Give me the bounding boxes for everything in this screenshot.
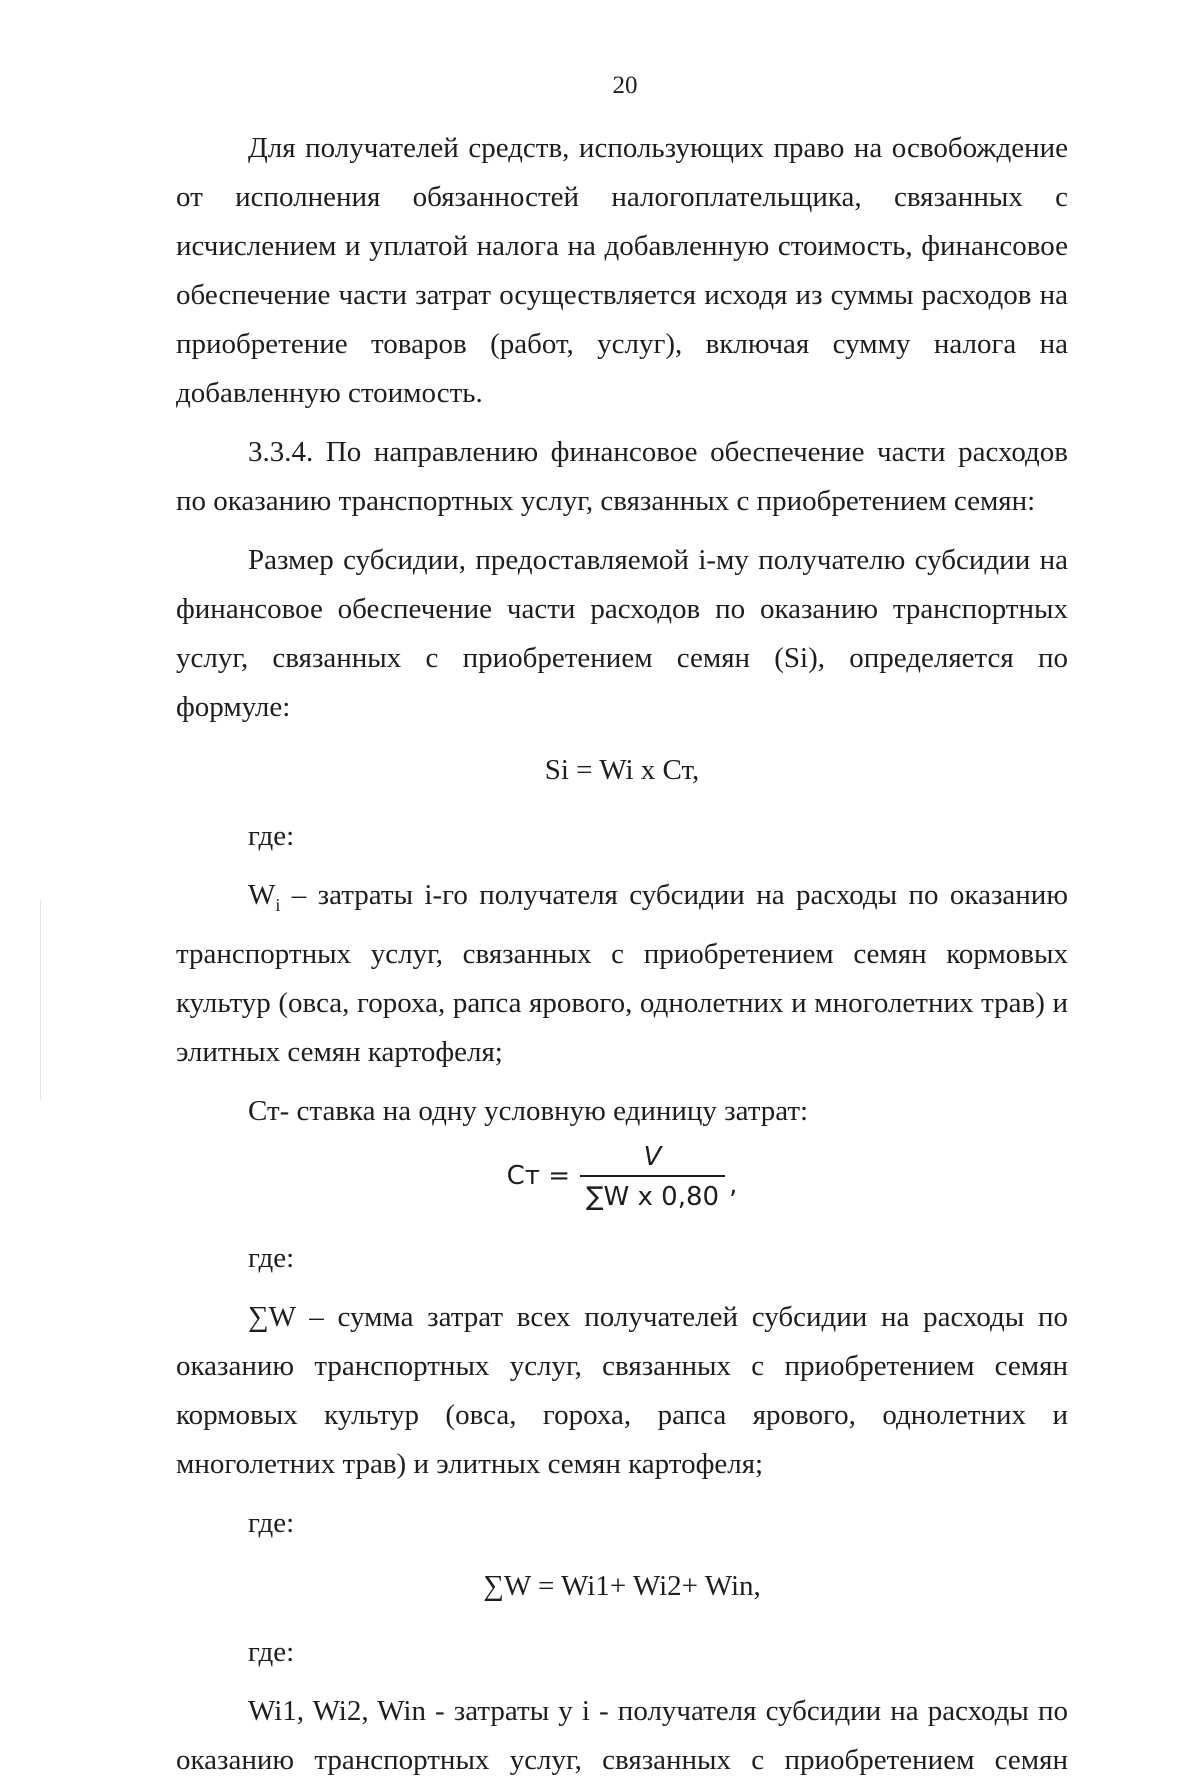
formula-st	[176, 1140, 1068, 1214]
paragraph-wi-definition	[176, 871, 1068, 1077]
paragraph-wi-components: Wi1, Wi2, Win - затраты у i - получателя субсидии на расходы по оказанию транспортных услуг, связанных с приобретением семян	[176, 1694, 1068, 1776]
formula-st-lhs: Ст =	[506, 1161, 571, 1192]
wi-symbol: W	[248, 879, 276, 911]
paragraph-section-3-3-4: 3.3.4. По направлению финансовое обеспечение части расходов по оказанию транспортных услуг, связанных с приобретением семян:	[176, 436, 1068, 517]
formula-si: Si = Wi x Ст,	[544, 754, 700, 786]
formula-sum-w: ∑W = Wi1+ Wi2+ Win,	[483, 1569, 761, 1602]
wi-subscript: i	[275, 894, 281, 915]
where-label-1: где:	[248, 820, 295, 852]
paragraph-subsidy-size: Размер субсидии, предоставляемой i-му получателю субсидии на финансовое обеспечение части расходов по оказанию транспортных услуг, связанных с приобретением семян (Si), определяется по формуле:	[176, 544, 1068, 723]
formula-st-fraction	[580, 1141, 725, 1213]
formula-st-denominator: ∑W x 0,80	[580, 1175, 725, 1213]
formula-st-comma: ,	[729, 1170, 738, 1201]
paragraph-vat-exemption: Для получателей средств, использующих право на освобождение от исполнения обязанностей налогоплательщика, связанных с исчислением и уплатой налога на добавленную стоимость, финансовое обеспечение части затрат осуществляется исходя из суммы расходов на приобретение товаров (работ, услуг), включая сумму налога на добавленную стоимость.	[176, 132, 1068, 409]
page-number: 20	[612, 72, 638, 99]
scan-artifact-line	[40, 900, 41, 1100]
paragraph-sum-w-definition: ∑W – сумма затрат всех получателей субсидии на расходы по оказанию транспортных услуг, связанных с приобретением семян кормовых культур (овса, гороха, рапса ярового, однолетних и многолетних трав) и элитных семян картофеля;	[176, 1300, 1068, 1480]
formula-st-numerator: V	[643, 1141, 662, 1172]
where-label-2: где:	[248, 1241, 295, 1274]
document-body	[176, 124, 1068, 1785]
paragraph-st-definition: Ст- ставка на одну условную единицу затрат:	[248, 1094, 809, 1127]
where-label-4: где:	[248, 1635, 295, 1668]
where-label-3: где:	[248, 1506, 295, 1539]
wi-definition-text: – затраты i-го получателя субсидии на расходы по оказанию транспортных услуг, связанных с приобретением семян кормовых культур (овса, гороха, рапса ярового, однолетних и многолетних трав) и элитных семян картофеля;	[176, 879, 1068, 1068]
